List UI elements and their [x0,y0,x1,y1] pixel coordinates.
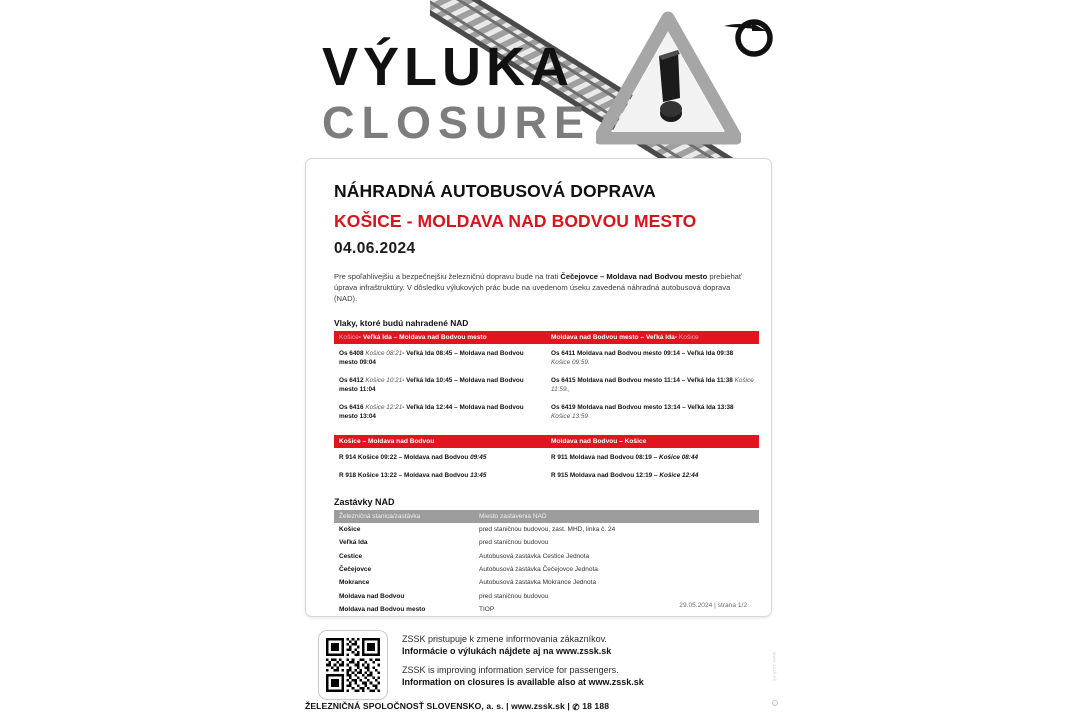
stops-header-row [334,510,759,523]
card-route: KOŠICE - MOLDAVA NAD BODVOU MESTO [334,211,697,231]
legal-phone: 18 188 [579,701,610,711]
stop-place: TIOP [479,606,495,614]
table-row [334,536,759,549]
stop-station: Mokrance [339,579,370,587]
os-row [334,398,759,425]
table-row [334,550,759,563]
os-header-right: Moldava nad Bodvou mesto – Veľká Ida- Košice [546,331,759,344]
table-row [334,576,759,589]
os-row [334,371,759,398]
r-cell: R 914 Košice 09:22 – Moldava nad Bodvou 09:45 [339,453,487,461]
stop-place: Autobusová zastávka Mokrance Jednota [479,579,597,587]
stop-place: pred staničnou budovou [479,539,549,547]
promo-text [402,633,722,689]
os-header-row [334,331,759,344]
banner-title: VÝLUKA [322,37,575,97]
r-header-right: Moldava nad Bodvou – Košice [546,435,759,448]
qr-code[interactable] [318,630,388,700]
os-cell: Os 6416 Košice 12:21- Veľká Ida 12:44 – Moldava nad Bodvou mesto 13:04 [339,404,524,421]
r-header-row [334,435,759,448]
os-cell: Os 6419 Moldava nad Bodvou mesto 13:14 – Veľká Ida 13:38 Košice 13:59 [551,404,734,421]
legal-footer [305,701,609,712]
intro-bold: Čečejovce – Moldava nad Bodvou mesto [560,272,708,281]
table-row [334,590,759,603]
promo-en-line2: Information on closures is available also at www.zssk.sk [402,677,644,688]
stop-station: Moldava nad Bodvou [339,592,405,600]
qr-code-icon [326,638,380,692]
stop-station: Čečejovce [339,566,372,574]
zssk-logo [722,12,780,60]
banner-subtitle: CLOSURE [322,97,592,148]
intro-paragraph [334,271,746,304]
os-trains-table [334,331,759,426]
notice-card [305,158,772,617]
stop-place: pred staničnou budovou, zast. MHD, linka č. 24 [479,525,616,533]
trains-section-title: Vlaky, ktoré budú nahradené NAD [334,318,469,328]
intro-mid: prebiehať úprava infraštruktúry. V dôsledku výlukových prác bude na uvedenom úseku zavedená náhradná autobusová doprava (NAD). [334,272,742,303]
table-row [334,523,759,536]
phone-icon: ✆ [572,702,580,712]
promo-sk-line1: ZSSK pristupuje k zmene informovania zákazníkov. [402,634,607,644]
legal-text: ŽELEZNIČNÁ SPOLOČNOSŤ SLOVENSKO, a. s. | www.zssk.sk | [305,701,573,711]
os-cell: Os 6412 Košice 10:21- Veľká Ida 10:45 – Moldava nad Bodvou mesto 11:04 [339,377,524,394]
card-heading: NÁHRADNÁ AUTOBUSOVÁ DOPRAVA [334,181,656,201]
copyright-icon: © [773,701,777,706]
r-trains-table [334,435,759,484]
stop-place: pred staničnou budovou [479,592,549,600]
r-cell: R 911 Moldava nad Bodvou 08:19 – Košice 08:44 [551,453,699,461]
os-cell: Os 6408 Košice 08:21- Veľká Ida 08:45 – Moldava nad Bodvou mesto 09:04 [339,350,524,367]
stop-station: Moldava nad Bodvou mesto [339,606,426,614]
card-date: 04.06.2024 [334,240,416,257]
table-row [334,563,759,576]
banner [0,0,1080,175]
os-header-left: Košice- Veľká Ida – Moldava nad Bodvou mesto [334,331,546,344]
promo-sk-line2: Informácie o výlukách nájdete aj na www.zssk.sk [402,646,612,657]
r-cell: R 915 Moldava nad Bodvou 12:19 – Košice 12:44 [551,471,699,479]
promo-en-line1: ZSSK is improving information service for passengers. [402,665,619,676]
r-row [334,466,759,484]
stops-section-title: Zastávky NAD [334,496,395,507]
stops-col-station: Železničná stanica/zastávka [334,510,474,523]
stops-col-place: Miesto zastavenia NAD [474,510,759,523]
stop-station: Košice [339,525,361,533]
card-footer: 29.05.2024 | strana 1/2 [679,602,747,609]
r-row [334,448,759,466]
stop-station: Cestice [339,552,363,560]
warning-triangle-exclamation-icon [596,10,741,155]
intro-pre: Pre spoľahlivejšiu a bezpečnejšiu železničnú dopravu bude na trati [334,272,561,281]
stop-place: Autobusová zastávka Čečejovce Jednota [479,566,598,574]
side-watermark: www.zssk.sk [772,652,777,682]
os-cell: Os 6415 Moldava nad Bodvou mesto 11:14 – Veľká Ida 11:38 Košice 11:59., [551,377,754,394]
stops-table [334,510,759,617]
stop-station: Veľká Ida [339,539,368,547]
r-header-left: Košice – Moldava nad Bodvou [334,435,546,448]
os-row [334,344,759,371]
r-cell: R 918 Košice 13:22 – Moldava nad Bodvou 13:45 [339,471,487,479]
os-cell: Os 6411 Moldava nad Bodvou mesto 09:14 – Veľká Ida 09:38 Košice 09:59. [551,350,734,367]
stop-place: Autobusová zastávka Cestice Jednota [479,552,590,560]
